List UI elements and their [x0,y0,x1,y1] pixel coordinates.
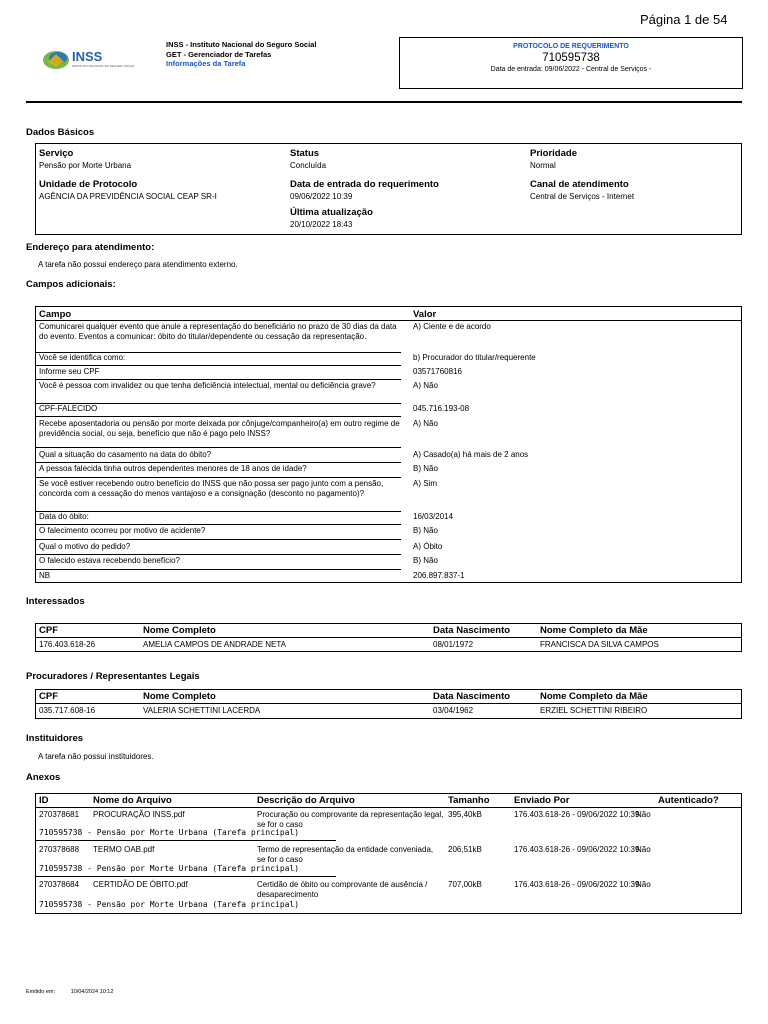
campos-header-rule [36,320,741,321]
campos-row-campo: A pessoa falecida tinha outros dependentes menores de 18 anos de idade? [39,464,307,473]
col-autenticado: Autenticado? [658,795,719,806]
row-rule [36,554,401,555]
campos-row-valor: A) Sim [413,479,437,488]
col-id: ID [39,795,49,806]
campos-row-campo: NB [39,571,51,580]
campos-row-valor: A) Não [413,419,438,428]
endereco-heading: Endereço para atendimento: [26,242,155,253]
col-cpf: CPF [39,625,58,636]
campos-row-valor: B) Não [413,464,438,473]
logo-sub: INSTITUTO NACIONAL DO SEGURO SOCIAL [72,64,135,68]
page-number: Página 1 de 54 [640,12,728,27]
col-enviado: Enviado Por [514,795,570,806]
interessados-table [35,623,742,652]
ultima-value: 20/10/2022 18:43 [290,220,353,229]
procuradores-table [35,689,742,719]
org-line3: Informações da Tarefa [166,59,246,68]
campos-row-campo: O falecido estava recebendo benefício? [39,556,180,565]
status-label: Status [290,148,320,159]
procurador-mae: ERZIEL SCHETTINI RIBEIRO [540,706,648,715]
anexo-autenticado: Não [636,810,651,819]
inss-logo-icon [42,46,135,74]
anexo-descricao: Certidão de óbito ou comprovante de ausência / desaparecimento [257,880,428,899]
anexo-enviado: 176.403.618-26 - 09/06/2022 10:39 [514,810,640,819]
data-value: 09/06/2022 10:39 [290,192,353,201]
servico-value: Pensão por Morte Urbana [39,161,132,170]
anexos-table [35,793,742,914]
protocol-number: 710595738 [542,52,600,64]
campos-row-valor: b) Procurador do titular/requerente [413,353,536,362]
anexo-tarefa: 710595738 - Pensão por Morte Urbana (Tarefa principal) [39,828,300,837]
campos-row-campo: O falecimento ocorreu por motivo de acidente? [39,526,206,535]
anexo-id: 270378684 [39,880,80,889]
row-rule [36,477,401,478]
row-rule [36,416,401,417]
protocol-box [399,37,743,89]
anexo-enviado: 176.403.618-26 - 09/06/2022 10:39 [514,845,640,854]
basic-box [35,143,742,235]
col-arquivo: Nome do Arquivo [93,795,172,806]
anexo-tamanho: 395,40kB [448,810,482,819]
row-rule [36,365,401,366]
campos-heading: Campos adicionais: [26,279,116,290]
anexo-descricao: Procuração ou comprovante da representação legal, se for o caso [257,810,444,829]
anexo-id: 270378688 [39,845,80,854]
row-rule [36,379,401,380]
campos-row-valor: 03571760816 [413,367,462,376]
procuradores-heading: Procuradores / Representantes Legais [26,671,200,682]
campos-row-campo: Recebe aposentadoria ou pensão por morte deixada por cônjuge/companheiro(a) em outro regime de previdência social, ou seja, benefício que não é pago pelo INSS? [39,419,400,438]
campos-row-campo: Data do óbito: [39,512,89,521]
procurador-nascimento: 03/04/1962 [433,706,474,715]
footer-label: Emitido em: [26,989,56,995]
anexo-tarefa: 710595738 - Pensão por Morte Urbana (Tarefa principal) [39,864,300,873]
campos-row-valor: 16/03/2014 [413,512,454,521]
campos-row-campo: Se você estiver recebendo outro benefício do INSS que não possa ser pago junto com a pensão, concorda com a cessação do menos vantajoso e a consignação (desconto no pagamento)? [39,479,384,498]
campos-row-valor: A) Não [413,381,438,390]
campos-table [35,306,742,583]
campos-row-campo: Você se identifica como: [39,353,126,362]
ultima-label: Última atualização [290,207,373,218]
anexo-arquivo[interactable]: PROCURAÇÃO INSS.pdf [93,810,185,819]
col-nascimento: Data Nascimento [433,691,511,702]
campos-row-valor: A) Casado(a) há mais de 2 anos [413,450,529,459]
org-header [166,40,316,69]
org-line1: INSS - Instituto Nacional do Seguro Social [166,40,317,49]
row-rule [36,840,336,841]
data-label: Data de entrada do requerimento [290,179,439,190]
col-nome: Nome Completo [143,625,216,636]
servico-label: Serviço [39,148,74,159]
anexo-arquivo[interactable]: TERMO OAB.pdf [93,845,155,854]
anexos-header-rule [36,807,741,808]
unidade-value: AGÊNCIA DA PREVIDÊNCIA SOCIAL CEAP SR-I [39,192,217,201]
interessado-mae: FRANCISCA DA SILVA CAMPOS [540,640,659,649]
canal-label: Canal de atendimento [530,179,629,190]
canal-value: Central de Serviços - Internet [530,192,635,201]
instituidores-text: A tarefa não possui instituidores. [38,752,154,761]
anexo-autenticado: Não [636,845,651,854]
protocol-entry: Data de entrada: 09/06/2022 - Central de Serviços - [490,66,652,73]
inss-logo [42,46,135,74]
interessado-nascimento: 08/01/1972 [433,640,474,649]
campos-row-valor: A) Óbito [413,542,443,551]
interessado-cpf: 176.403.618-26 [39,640,96,649]
header-divider [26,101,742,103]
col-tamanho: Tamanho [448,795,490,806]
row-rule [36,447,401,448]
row-rule [36,524,401,525]
endereco-text: A tarefa não possui endereço para atendimento externo. [38,260,238,269]
row-rule [36,462,401,463]
anexo-enviado: 176.403.618-26 - 09/06/2022 10:39 [514,880,640,889]
interessado-nome: AMELIA CAMPOS DE ANDRADE NETA [143,640,286,649]
procurador-cpf: 035.717.608-16 [39,706,96,715]
procurador-nome: VALERIA SCHETTINI LACERDA [143,706,261,715]
org-line2: GET - Gerenciador de Tarefas [166,49,272,59]
campos-row-valor: A) Ciente e de acordo [413,322,491,331]
campos-row-campo: Você é pessoa com invalidez ou que tenha deficiência intelectual, mental ou deficiência grave? [39,381,376,390]
logo-brand: INSS [72,49,103,64]
row-rule [36,569,401,570]
anexo-id: 270378681 [39,810,80,819]
unidade-label: Unidade de Protocolo [39,179,138,190]
col-nome: Nome Completo [143,691,216,702]
anexo-tamanho: 707,00kB [448,880,482,889]
campos-row-valor: 206.897.837-1 [413,571,465,580]
footer-date: 10/04/2024 10:12 [70,989,114,995]
interessados-header-rule [36,637,741,638]
col-mae: Nome Completo da Mãe [540,625,648,636]
row-rule [36,876,336,877]
campos-row-campo: Informe seu CPF [39,367,100,376]
campos-row-valor: B) Não [413,556,438,565]
protocol-title: PROTOCOLO DE REQUERIMENTO [513,43,629,50]
interessados-heading: Interessados [26,596,85,607]
anexo-tamanho: 206,51kB [448,845,482,854]
campos-row-campo: CPF-FALECIDO [39,404,98,413]
campos-row-valor: B) Não [413,526,438,535]
col-nascimento: Data Nascimento [433,625,511,636]
anexo-tarefa: 710595738 - Pensão por Morte Urbana (Tarefa principal) [39,900,300,909]
campos-col-campo: Campo [39,309,72,320]
row-rule [36,539,401,540]
procuradores-header-rule [36,703,741,704]
anexos-heading: Anexos [26,772,61,783]
instituidores-heading: Instituidores [26,733,84,744]
campos-row-campo: Comunicarei qualquer evento que anule a representação do beneficiário no prazo de 30 dias da data do evento. Eventos a comunicar: óbito do titular/dependente ou cessação da representação. [39,322,397,341]
campos-row-campo: Qual o motivo do pedido? [39,542,131,551]
campos-row-valor: 045.716.193-08 [413,404,470,413]
basic-heading: Dados Básicos [26,127,95,138]
campos-col-valor: Valor [413,309,437,320]
campos-row-campo: Qual a situação do casamento na data do óbito? [39,450,212,459]
footer [26,989,113,995]
col-mae: Nome Completo da Mãe [540,691,648,702]
prioridade-value: Normal [530,161,556,170]
col-descricao: Descrição do Arquivo [257,795,355,806]
col-cpf: CPF [39,691,58,702]
anexo-arquivo[interactable]: CERTIDÃO DE ÓBITO.pdf [93,880,188,889]
anexo-autenticado: Não [636,880,651,889]
status-value: Concluída [290,161,327,170]
anexo-descricao: Termo de representação da entidade conveniada, se for o caso [257,845,434,864]
prioridade-label: Prioridade [530,148,577,159]
